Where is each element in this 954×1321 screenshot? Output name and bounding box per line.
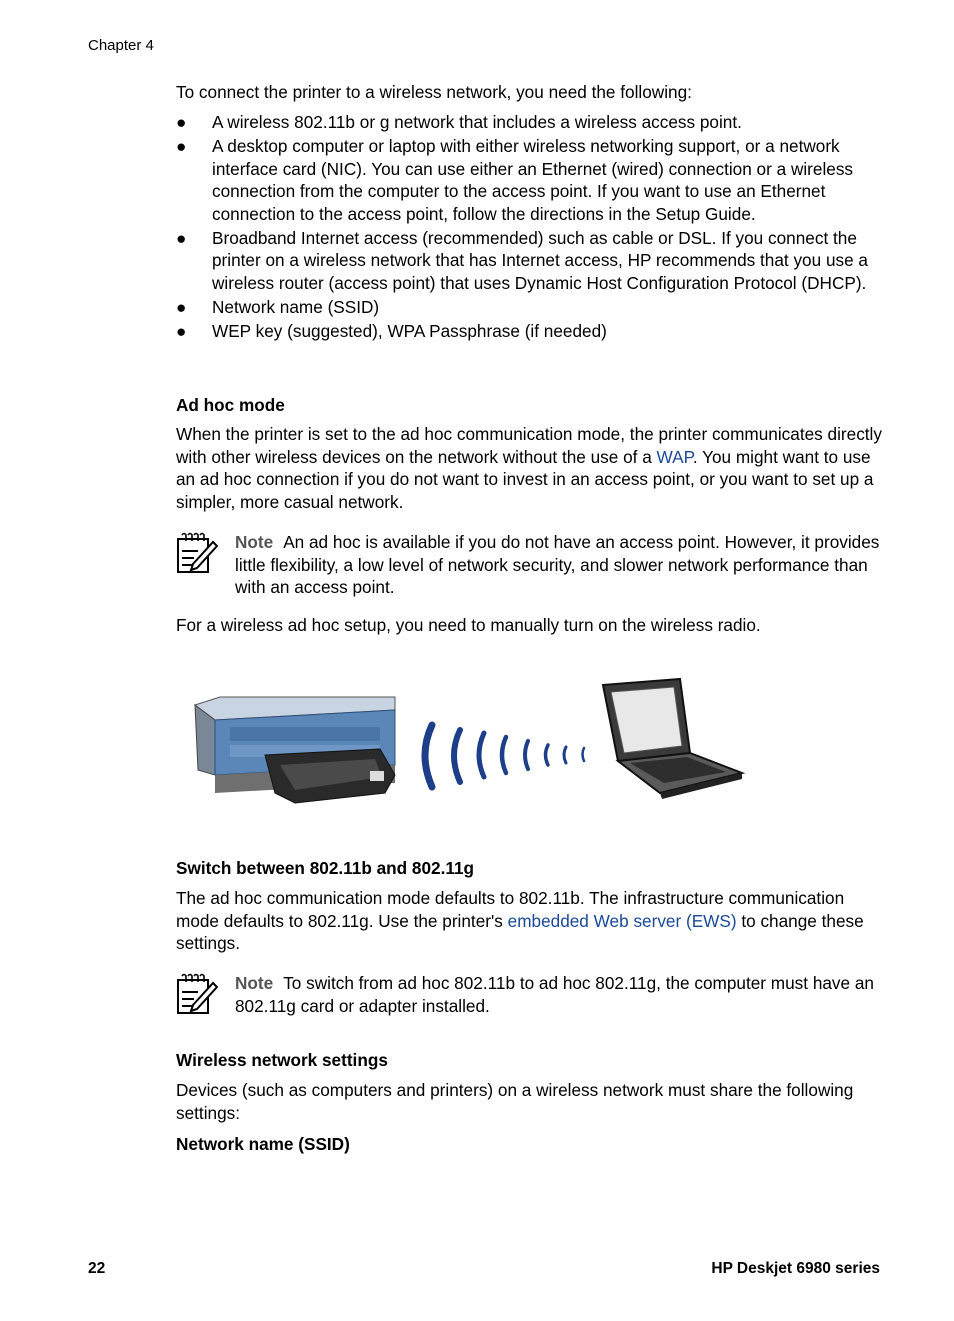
list-item: ● Network name (SSID): [176, 296, 380, 317]
bullet-icon: ●: [176, 112, 187, 132]
bullet-icon: ●: [176, 227, 187, 248]
subheading-ssid: Network name (SSID): [176, 1134, 350, 1154]
adhoc-paragraph: When the printer is set to the ad hoc communication mode, the printer communicates directly with other wireless devices on the network without the use of a WAP. You might want to use an ad hoc connection if you do not want to invest in an access point, or you want to set up a simpler, more casual network.: [176, 424, 882, 512]
footer-title: HP Deskjet 6980 series: [711, 1260, 880, 1277]
requirements-list: [176, 111, 884, 344]
note-adhoc: [176, 531, 884, 601]
list-item: ● WEP key (suggested), WPA Passphrase (if needed): [176, 320, 607, 341]
printer-icon: [195, 697, 395, 803]
bullet-icon: ●: [176, 136, 187, 156]
note-icon: [176, 531, 218, 573]
laptop-icon: [603, 679, 742, 799]
note-icon: [176, 972, 218, 1014]
page-number: 22: [88, 1260, 106, 1277]
note-switch: [176, 972, 884, 1022]
list-item: ● A desktop computer or laptop with either wireless networking support, or a network interface card (NIC). You can use either an Ethernet (wired) connection or a wireless connection from the computer to the access point. If you want to use an Ethernet connection to the access point, follow the directions in the Setup Guide.: [176, 136, 854, 224]
section-heading-wireless: Wireless network settings: [176, 1050, 388, 1070]
adhoc-setup-paragraph: For a wireless ad hoc setup, you need to manually turn on the wireless radio.: [176, 615, 761, 635]
list-item: ● A wireless 802.11b or g network that includes a wireless access point.: [176, 112, 742, 132]
section-heading-adhoc: Ad hoc mode: [176, 395, 285, 415]
ews-link[interactable]: embedded Web server (EWS): [507, 910, 737, 931]
intro-paragraph: To connect the printer to a wireless network, you need the following:: [176, 82, 692, 102]
note-label: Note: [235, 973, 274, 993]
wireless-paragraph: Devices (such as computers and printers) on a wireless network must share the following settings:: [176, 1080, 854, 1123]
switch-paragraph: The ad hoc communication mode defaults to 802.11b. The infrastructure communication mode defaults to 802.11g. Use the printer's embedded Web server (EWS) to change these settings.: [176, 888, 864, 953]
chapter-label: Chapter 4: [88, 37, 154, 54]
wireless-signal-icon: [425, 725, 584, 787]
wap-link[interactable]: WAP: [656, 446, 693, 467]
bullet-icon: ●: [176, 320, 187, 341]
bullet-icon: ●: [176, 296, 187, 317]
note-text: Note To switch from ad hoc 802.11b to ad hoc 802.11g, the computer must have an 802.11g card or adapter installed.: [235, 973, 874, 1016]
section-heading-switch: Switch between 802.11b and 802.11g: [176, 858, 475, 878]
note-label: Note: [235, 532, 274, 552]
adhoc-illustration: [190, 675, 750, 810]
note-text: Note An ad hoc is available if you do not have an access point. However, it provides little flexibility, a low level of network security, and slower network performance than with an access point.: [235, 532, 880, 597]
list-item: ● Broadband Internet access (recommended) such as cable or DSL. If you connect the printer on a wireless network that has Internet access, HP recommends that you use a wireless router (access point) that uses Dynamic Host Configuration Protocol (DHCP).: [176, 227, 868, 293]
